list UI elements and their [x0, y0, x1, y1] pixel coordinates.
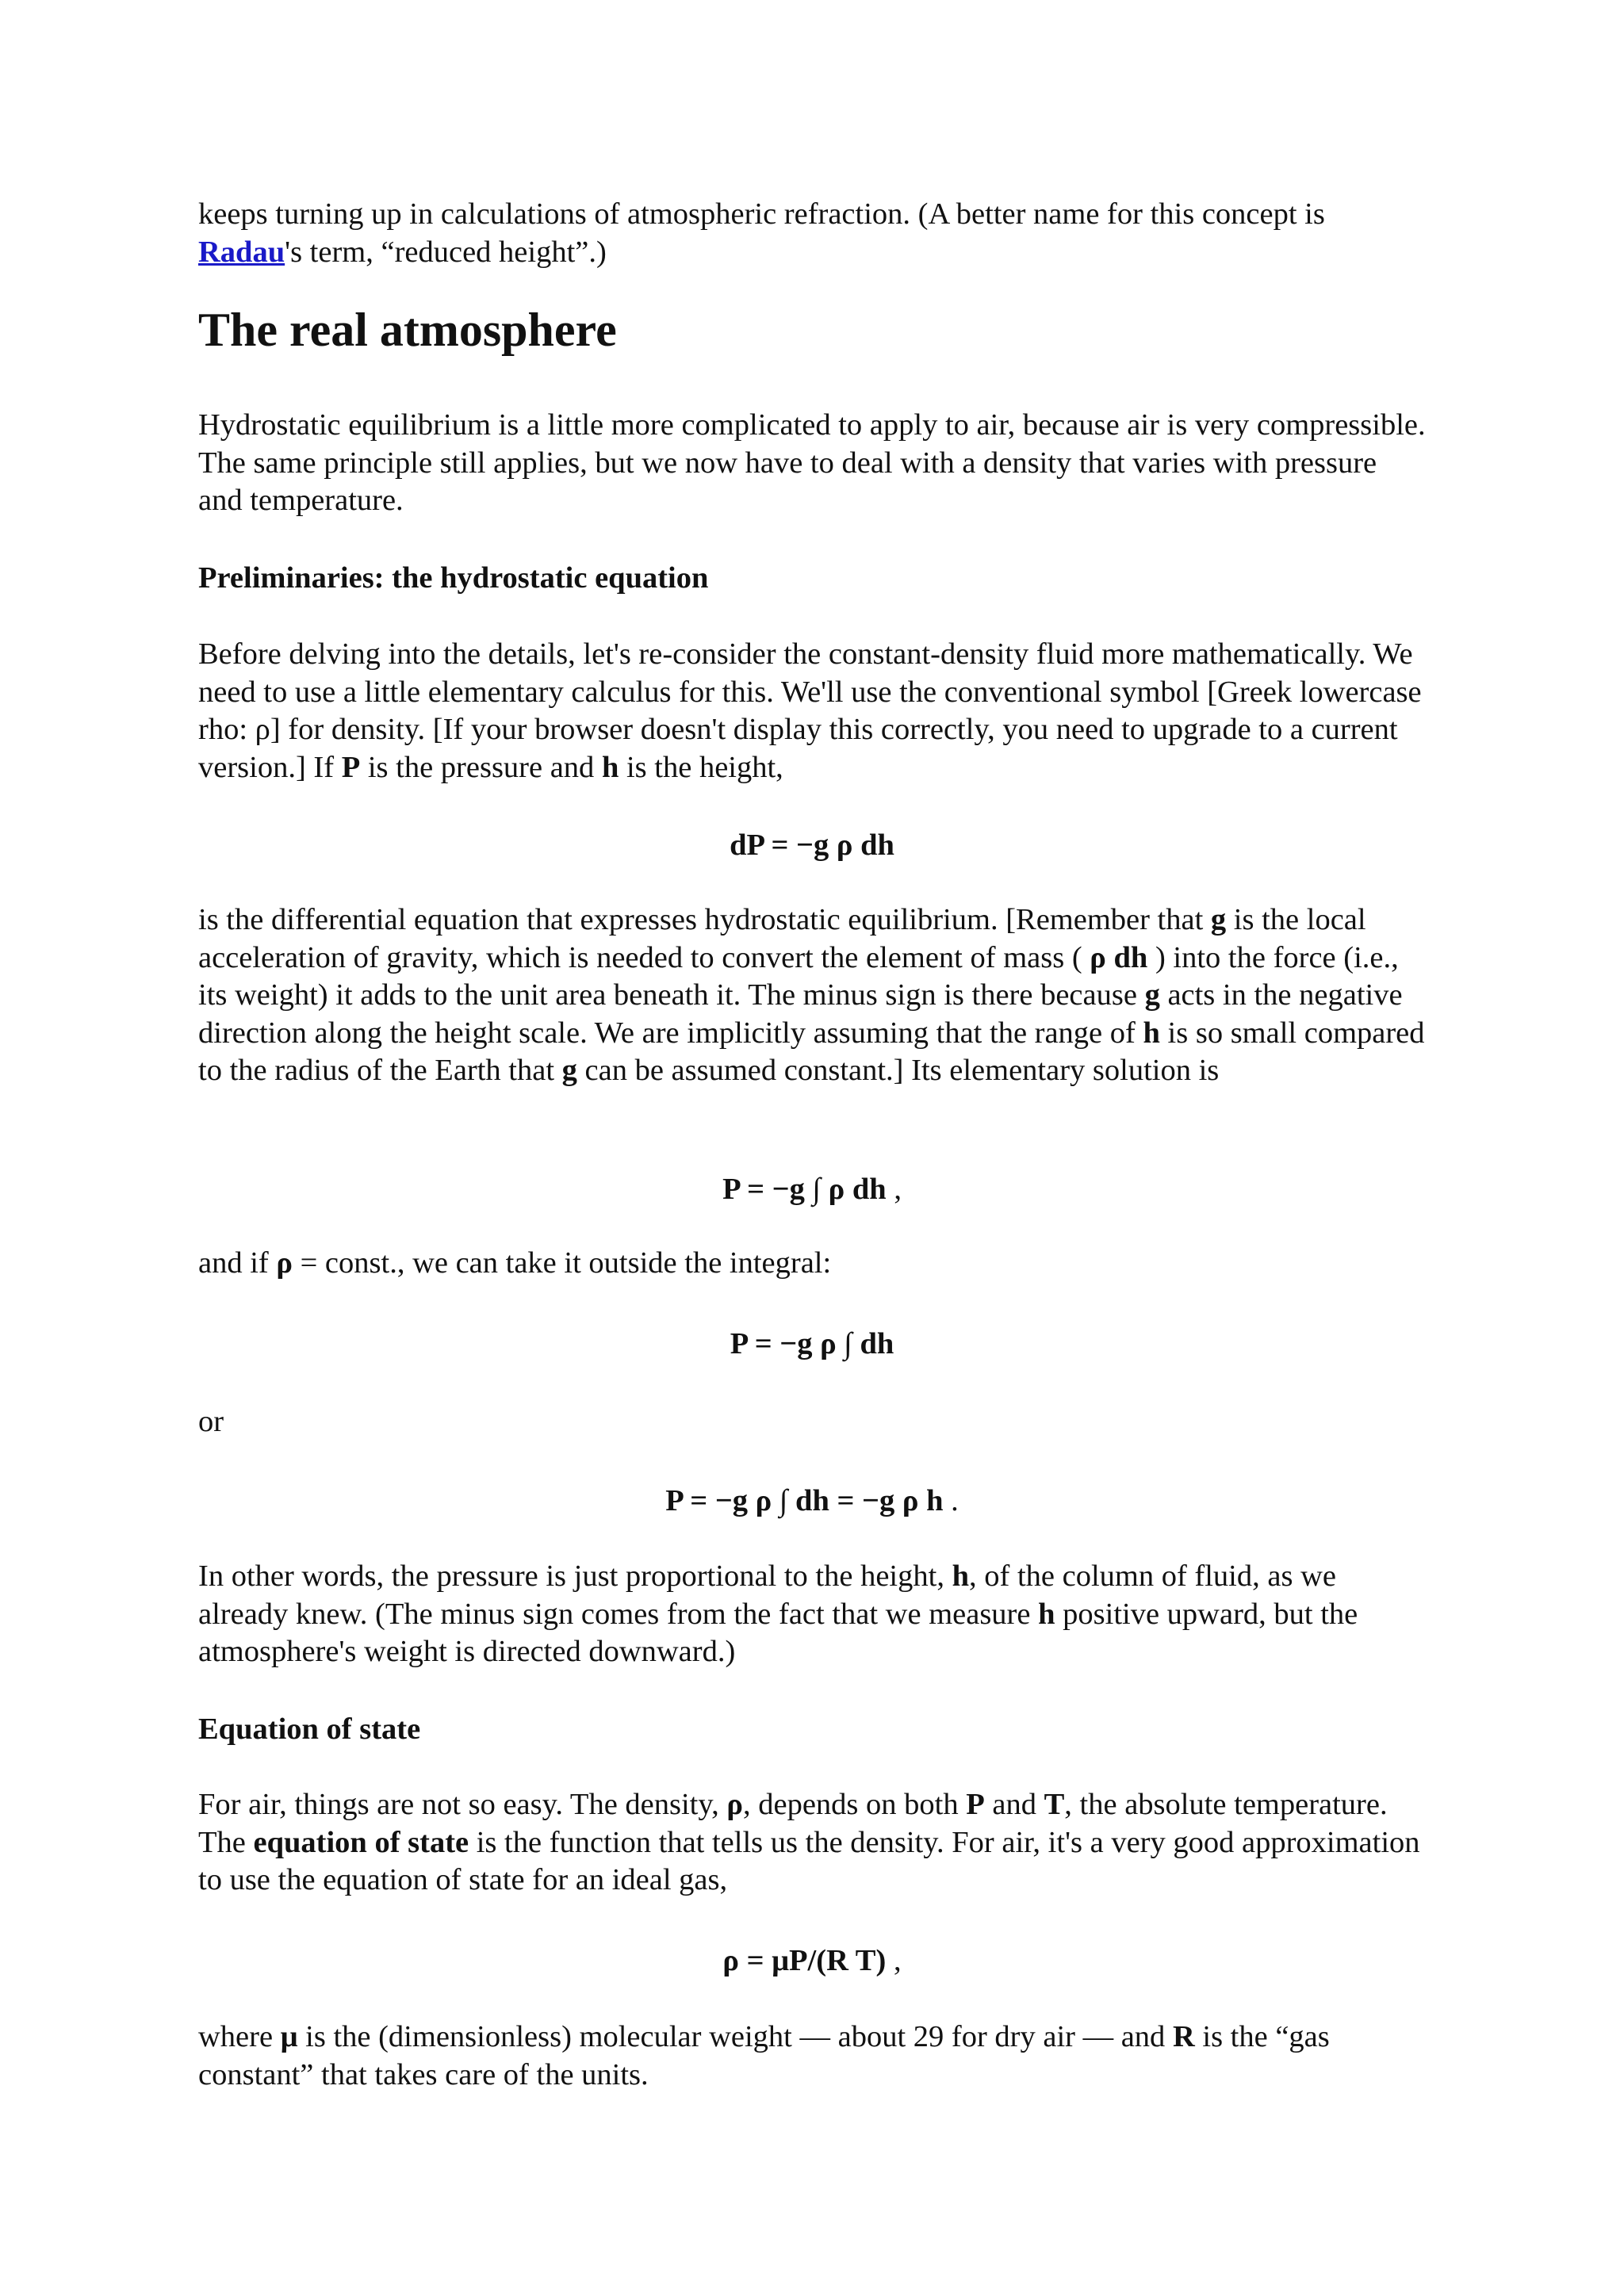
subheading-equation-of-state: Equation of state: [198, 1712, 421, 1746]
intro-line2: 's term, “reduced height”.): [285, 235, 607, 269]
paragraph-molecular-weight: where μ is the (dimensionless) molecular weight — about 29 for dry air — and R is the “gas constant” that takes care of the units.: [198, 2020, 1330, 2091]
equation-integral-const: P = −g ρ ∫ dh: [730, 1327, 894, 1360]
section-heading: The real atmosphere: [198, 304, 617, 356]
paragraph-equation-of-state: For air, things are not so easy. The density, ρ, depends on both P and T, the absolute temperature. The equation of state is the function that tells us the density. For air, it's a very good approximation to use the equation of state for an ideal gas,: [198, 1788, 1420, 1896]
equation-differential: dP = −g ρ dh: [730, 828, 894, 862]
paragraph-preliminaries: Before delving into the details, let's re-consider the constant-density fluid more mathematically. We need to use a little elementary calculus for this. We'll use the conventional symbol [Greek lowercase rho: ρ] for density. [If your browser doesn't display this correctly, you need to upgrade to a current version.] If P is the pressure and h is the height,: [198, 637, 1422, 784]
equation-ideal-gas: ρ = μP/(R T) ,: [722, 1944, 902, 1977]
or-text: or: [198, 1405, 224, 1438]
paragraph-proportional: In other words, the pressure is just proportional to the height, h, of the column of fluid, as we already knew. (The minus sign comes from the fact that we measure h positive upward, but the atmosphere's weight is directed downward.): [198, 1559, 1358, 1668]
equation-result: P = −g ρ ∫ dh = −g ρ h .: [665, 1484, 959, 1517]
equation-integral: P = −g ∫ ρ dh ,: [722, 1173, 902, 1206]
intro-paragraph: [198, 196, 1427, 271]
paragraph-compressible: Hydrostatic equilibrium is a little more complicated to apply to air, because air is very compressible. The same principle still applies, but we now have to deal with a density that varies with pressure and temperature.: [198, 408, 1426, 517]
intro-line1: keeps turning up in calculations of atmospheric refraction. (A better name for this concept is: [198, 197, 1325, 231]
subheading-hydrostatic-equation: Preliminaries: the hydrostatic equation: [198, 561, 709, 595]
radau-link[interactable]: Radau: [198, 235, 285, 269]
paragraph-differential: is the differential equation that expresses hydrostatic equilibrium. [Remember that g is the local acceleration of gravity, which is needed to convert the element of mass ( ρ dh ) into the force (i.e., its weight) it adds to the unit area beneath it. The minus sign is there because g acts in the negative direction along the height scale. We are implicitly assuming that the range of h is so small compared to the radius of the Earth that g can be assumed constant.] Its elementary solution is: [198, 903, 1425, 1087]
paragraph-constant-density: and if ρ = const., we can take it outside the integral:: [198, 1246, 832, 1280]
